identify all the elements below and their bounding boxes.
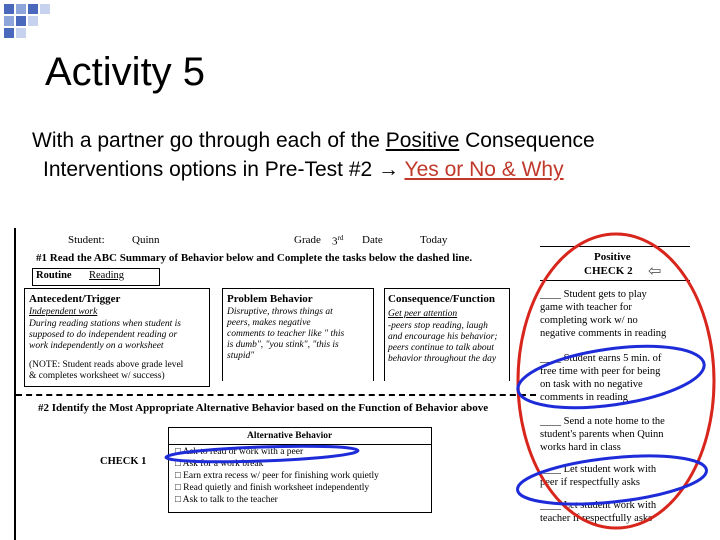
- section1-header: #1 Read the ABC Summary of Behavior below and Complete the tasks below the dashed line.: [36, 252, 473, 264]
- slide-title: Activity 5: [45, 50, 206, 94]
- corner-square: [16, 28, 26, 38]
- positive-option-line: teacher if respectfully asks: [540, 513, 653, 524]
- grade-label: Grade: [294, 234, 321, 246]
- positive-option-line: game with teacher for: [540, 302, 632, 313]
- consequence-line: and encourage his behavior;: [388, 332, 498, 342]
- alternative-title: Alternative Behavior: [247, 431, 333, 441]
- positive-option-line: comments in reading: [540, 392, 629, 403]
- date-value: Today: [420, 234, 448, 246]
- positive-option: ____ Let student work with: [540, 464, 657, 475]
- positive-option-line: negative comments in reading: [540, 328, 667, 339]
- student-value: Quinn: [132, 234, 160, 246]
- grade-value: 3rd: [332, 234, 344, 248]
- positive-option-line: completing work w/ no: [540, 315, 638, 326]
- answer-prompt: Yes or No & Why: [404, 158, 564, 181]
- dashed-divider: [16, 394, 536, 396]
- antecedent-title: Antecedent/Trigger: [29, 293, 121, 305]
- corner-square: [40, 4, 50, 14]
- corner-square: [4, 4, 14, 14]
- positive-underlined: Positive: [385, 129, 460, 152]
- slide-instructions: [32, 126, 712, 184]
- consequence-title: Consequence/Function: [388, 293, 495, 305]
- positive-option: ____ Send a note home to the: [540, 416, 665, 427]
- problem-line: Disruptive, throws things at: [227, 307, 333, 317]
- alternative-option: □ Ask to read or work with a peer: [175, 447, 304, 457]
- positive-heading: Positive: [594, 251, 631, 263]
- instruction-line1: With a partner go through each of the Positive Consequence: [32, 129, 595, 152]
- alternative-option: □ Ask for a work break: [175, 459, 264, 469]
- alternative-behavior-box: [168, 427, 432, 513]
- consequence-line: -peers stop reading, laugh: [388, 321, 488, 331]
- positive-option-line: free time with peer for being: [540, 366, 661, 377]
- check1-label: CHECK 1: [100, 456, 147, 467]
- alternative-option: □ Earn extra recess w/ peer for finishing work quietly: [175, 471, 379, 481]
- positive-option-line: student's parents when Quinn: [540, 429, 664, 440]
- date-label: Date: [362, 234, 383, 246]
- positive-option: ____ Student earns 5 min. of: [540, 353, 662, 364]
- problem-line: peers, makes negative: [227, 318, 311, 328]
- consequence-line: behavior throughout the day: [388, 354, 497, 364]
- positive-option: ____ Student gets to play: [540, 289, 647, 300]
- routine-box: [32, 268, 160, 286]
- consequence-subtitle: Get peer attention: [388, 309, 458, 319]
- consequence-box: [384, 288, 510, 381]
- antecedent-note-box: [24, 358, 210, 387]
- antecedent-line: work independently on a worksheet: [29, 341, 164, 351]
- antecedent-line: During reading stations when student is: [29, 319, 181, 329]
- arrow-left-icon: ⇦: [648, 263, 662, 280]
- corner-square: [16, 4, 26, 14]
- antecedent-note: (NOTE: Student reads above grade level: [29, 360, 184, 370]
- positive-consequence-panel: [536, 236, 696, 540]
- positive-option-line: on task with no negative: [540, 379, 643, 390]
- antecedent-note: & completes worksheet w/ success): [29, 371, 165, 381]
- alternative-option: □ Read quietly and finish worksheet independently: [175, 483, 370, 493]
- alternative-option: □ Ask to talk to the teacher: [175, 495, 278, 505]
- student-label: Student:: [68, 234, 105, 246]
- corner-square: [28, 16, 38, 26]
- worksheet-scan: [14, 228, 536, 540]
- problem-behavior-box: [222, 288, 374, 381]
- problem-line: is dumb", "you stink", "this is: [227, 340, 339, 350]
- corner-square: [4, 28, 14, 38]
- routine-value: Reading: [89, 270, 124, 281]
- antecedent-line: supposed to do independent reading or: [29, 330, 178, 340]
- positive-option-line: works hard in class: [540, 442, 621, 453]
- corner-square: [28, 4, 38, 14]
- right-arrow-icon: →: [378, 158, 400, 181]
- section2-header: #2 Identify the Most Appropriate Alternative Behavior based on the Function of Behavior above: [38, 402, 489, 414]
- problem-line: stupid": [227, 351, 255, 361]
- positive-option-line: peer if respectfully asks: [540, 477, 641, 488]
- consequence-line: peers continue to talk about: [388, 343, 495, 353]
- corner-square: [16, 16, 26, 26]
- positive-option: ____ Let student work with: [540, 500, 657, 511]
- corner-square: [4, 16, 14, 26]
- routine-label: Routine: [36, 270, 72, 281]
- antecedent-subtitle: Independent work: [29, 307, 98, 317]
- problem-line: comments to teacher like " this: [227, 329, 345, 339]
- corner-decoration: [0, 0, 60, 48]
- problem-title: Problem Behavior: [227, 293, 313, 305]
- instruction-line2: Interventions options in Pre-Test #2 → Yes or No & Why: [43, 158, 564, 181]
- check2-label: CHECK 2: [584, 265, 633, 277]
